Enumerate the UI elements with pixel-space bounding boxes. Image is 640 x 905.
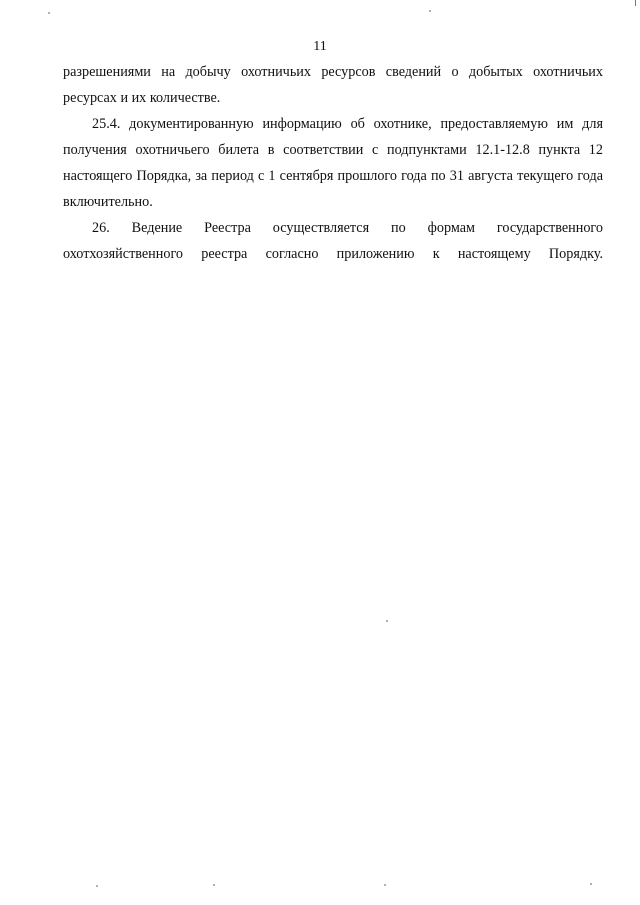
scan-speck (213, 884, 215, 886)
paragraph-continuation: разрешениями на добычу охотничьих ресурсов сведений о добытых охотничьих ресурсах и их количестве. (63, 64, 603, 106)
scan-speck (96, 885, 98, 887)
paragraph-26 (63, 215, 603, 267)
paragraph-26-line-2: охотхозяйственного реестра согласно приложению к настоящему Порядку. (63, 246, 603, 262)
document-body (63, 59, 603, 267)
paragraph-25-4: 25.4. документированную информацию об охотнике, предоставляемую им для получения охотничьего билета в соответствии с подпунктами 12.1-12.8 пункта 12 настоящего Порядка, за период с 1 сентября прошлого года по 31 августа текущего года включительно. (63, 116, 603, 210)
scan-speck (386, 620, 388, 622)
scan-speck (384, 884, 386, 886)
scan-speck (590, 883, 592, 885)
scan-speck (429, 10, 431, 12)
paragraph-26-line-1: 26. Ведение Реестра осуществляется по формам государственного (92, 220, 603, 236)
scan-edge-mark (635, 0, 640, 6)
page-number: 11 (313, 39, 327, 54)
scan-speck (48, 12, 50, 14)
